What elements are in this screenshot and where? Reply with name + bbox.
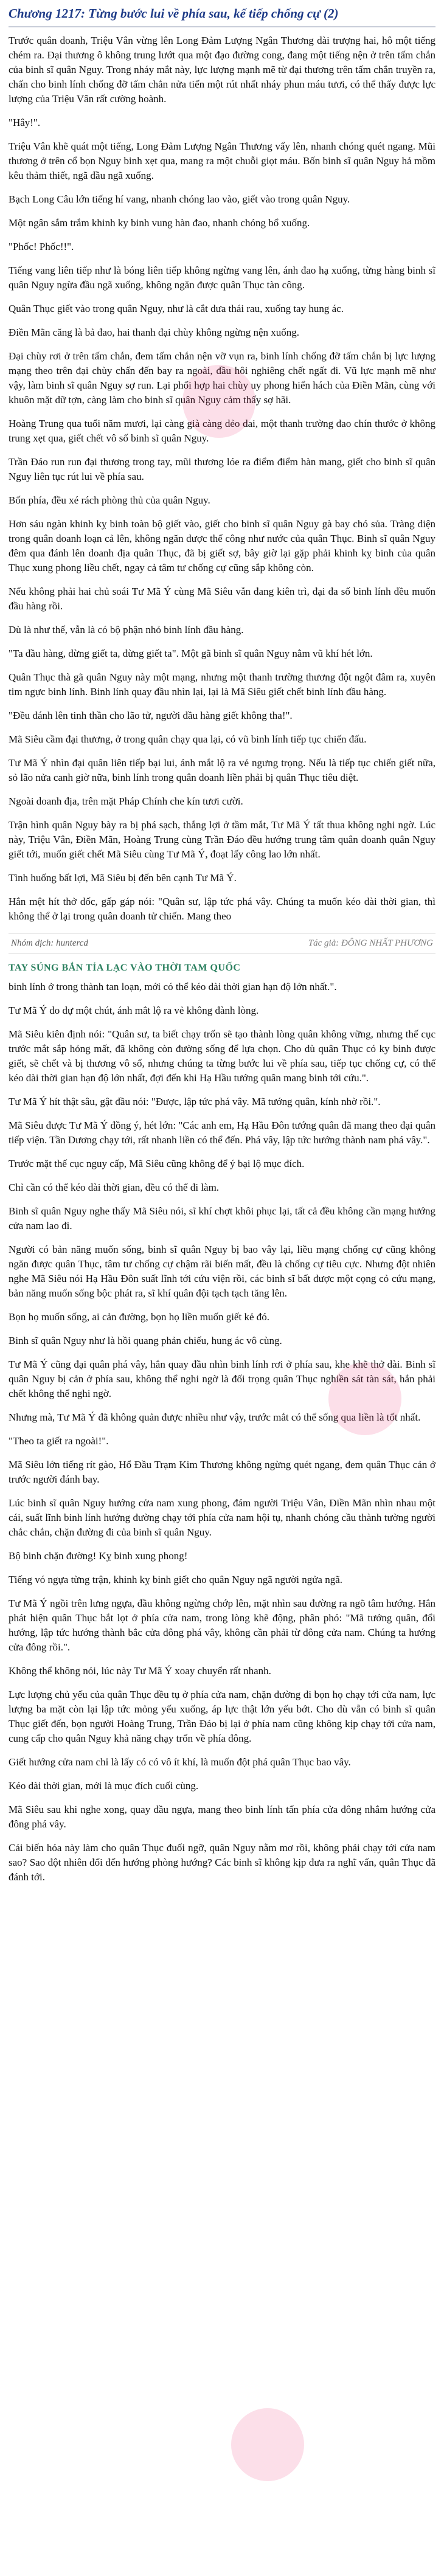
paragraph: Mã Siêu kiên định nói: "Quân sư, ta biết chạy trốn sẽ tạo thành lòng quân không vững, nhưng thế cục trước mắt sắp hỏng mất, đã không còn đường sống để lựa chọn. Cho dù quân Thục có ky binh được giết, sẽ chết và bị thương vô số, nhưng chúng ta từng bước lui về phía sau, tiếp tục chống cự, có thể kéo dài thời gian hạn độ lớn nhất, đợi đến khi Hạ Hầu tướng quân mang binh tới cứu.". (9, 1028, 435, 1084)
paragraph: Một ngân sắm trắm khinh ky binh vung hàn đao, nhanh chóng bổ xuống. (9, 217, 310, 229)
paragraph: Triệu Vân khẽ quát một tiếng, Long Đảm Lượng Ngân Thương vẩy lên, nhanh chóng quét ngang. Mũi thương ở trên cổ bọn Nguy binh xẹt qua, mang ra một chuỗi giọt máu. Bốn binh sĩ quân Nguy hả mồm kêu thảm thiết, ngã đầu ngã xuống. (9, 140, 435, 181)
paragraph: Nhưng mà, Tư Mã Ý đã không quản được nhiều như vậy, trước mắt có thể sống qua liền là tốt nhất. (9, 1411, 421, 1423)
paragraph: Cái biến hóa này làm cho quân Thục đuối ngỡ, quân Nguy nằm mơ rồi, không phải chạy tới cửa nam sao? Sao đột nhiên đổi đến hướng phòng hướng? Các binh sĩ không kịp đưa ra nghĩ vấn, quân Thục đã đánh tới. (9, 1842, 435, 1883)
paragraph: Hoàng Trung qua tuổi năm mươi, lại càng già càng dẻo dai, một thanh trường đao chín thước ở không trung xẹt qua, giết chết vô số binh sĩ quân Nguy. (9, 418, 435, 444)
paragraph: Tư Mã Ý nhìn đại quân liên tiếp bại lui, ánh mắt lộ ra vẻ ngưng trọng. Nếu là tiếp tục chiến giết nữa, sỏ lão nửa canh giờ nữa, binh lính trong quân doanh liền phải bị quân Thục tiêu diệt. (9, 757, 435, 783)
chapter-text-part-2 (9, 980, 435, 1885)
paragraph: Mã Siêu lớn tiếng rít gào, Hổ Đầu Trạm Kim Thương không ngừng quét ngang, đem quân Thục cản ở trước người đánh bay. (9, 1459, 435, 1485)
paragraph: Bọn họ muốn sống, ai cản đường, bọn họ liền muốn giết kẻ đó. (9, 1311, 269, 1323)
paragraph: "Phốc! Phốc!!". (9, 241, 74, 252)
paragraph: Không thể không nói, lúc này Tư Mã Ý xoay chuyển rất nhanh. (9, 1665, 271, 1677)
paragraph: Nếu không phải hai chủ soái Tư Mã Ý cùng Mã Siêu vẫn đang kiên trì, đại đa số binh lính đều muốn đầu hàng rồi. (9, 586, 435, 612)
paragraph: Bốn phía, đều xé rách phòng thủ của quân Nguy. (9, 494, 210, 506)
paragraph: Bộ binh chặn đường! Kỵ binh xung phong! (9, 1550, 188, 1562)
paragraph: Mã Siêu cầm đại thương, ở trong quân chạy qua lại, có vũ binh lính tiếp tục chiến đấu. (9, 733, 367, 745)
paragraph: Lực lượng chủ yếu của quân Thục đều tụ ở phía cửa nam, chặn đường đi bọn họ chạy tới cửa nam, lực lượng ba mặt còn lại lập tức mỏng yếu xuống, áp lực thật lớn yếu bớt. Cho dù vẫn có binh sĩ quân Thục giết đến, bọn người Hoàng Trung, Trần Đáo bị lại ở phía nam cũng không kịp chạy tới cửa nam, cung cấp cho quân Nguy khả năng chạy trốn về phía đông. (9, 1689, 435, 1744)
chapter-title: Chương 1217: Từng bước lui về phía sau, kế tiếp chống cự (2) (9, 5, 435, 27)
paragraph: Trần Đáo run run đại thương trong tay, mũi thương lóe ra điểm điểm hàn mang, giết cho binh sĩ quân Nguy liên tục rút lui về phía sau. (9, 456, 435, 482)
paragraph: "Theo ta giết ra ngoài!". (9, 1435, 109, 1447)
paragraph: Ngoài doanh địa, trên mặt Pháp Chính che kín tươi cười. (9, 795, 243, 807)
paragraph: Giết hướng cửa nam chỉ là lấy có có vô ít khí, là muốn đột phá quân Thục bao vây. (9, 1756, 351, 1768)
paragraph: Trước mặt thế cục nguy cấp, Mã Siêu cũng không để ý bại lộ mục đích. (9, 1158, 305, 1169)
watermark-stamp-3 (231, 2408, 304, 2481)
paragraph: Lúc binh sĩ quân Nguy hướng cửa nam xung phong, đám người Triệu Vân, Điền Mãn nhìn nhau một cái, suất lĩnh binh lính hướng đường chạy tới phía cửa nam hội tụ, nhanh chóng cầu thành tường người chắc chắn, chặn đường đi của binh sĩ quân Nguy. (9, 1497, 435, 1538)
paragraph: Tư Mã Ý cũng đại quân phá vây, hắn quay đầu nhìn binh lính rơi ở phía sau, khe khẽ thở dài. Binh sĩ quân Nguy bị cản ở phía sau, không thể nghi ngờ là đối trọng quân Thục nghiền sát tàn sát, hắn phải chết không thể nghi ngờ. (9, 1359, 435, 1399)
paragraph: "Đều đánh lên tinh thần cho lão tử, người đầu hàng giết không tha!". (9, 710, 293, 721)
paragraph: Hơn sáu ngàn khinh kỵ binh toàn bộ giết vào, giết cho binh sĩ quân Nguy gà bay chó sủa. Tràng diện trong quân doanh loạn cả lên, không ngăn được thế công như nước của quân Thục. Binh sĩ quân Nguy đêm qua đánh lên doanh địa quân Thục, đã bị giết sợ, bây giờ lại gặp phải khinh kỵ binh của quân Thục xung phong liều chết, ngay cả tâm tư chống cự cũng sắp không còn. (9, 518, 435, 573)
author-label: Tác giả: ĐÔNG NHẤT PHƯƠNG (308, 938, 433, 948)
paragraph: Dù là như thế, vẫn là có bộ phận nhỏ binh lính đầu hàng. (9, 624, 244, 635)
paragraph: Người có bản năng muốn sống, binh sĩ quân Nguy bị bao vây lại, liều mạng chống cự cũng không ngăn được quân Thục, tâm tư chống cự chậm rãi biến mất, đều là chống cự tiêu cực. Nhưng đột nhiên nghe Mã Siêu nói Hạ Hầu Đôn suất lĩnh tới cứu viện rồi, các binh sĩ bất được một cọng cỏ cứu mạng, bản năng muốn sống bộc phát ra, sĩ khí quân đội tạch tạch tăng lên. (9, 1244, 435, 1299)
paragraph: "Ta đầu hàng, đừng giết ta, đừng giết ta". Một gã binh sĩ quân Nguy nằm vũ khí hét lớn. (9, 648, 373, 659)
paragraph: Điền Mãn căng là bả đao, hai thanh đại chùy không ngừng nện xuống. (9, 327, 300, 338)
paragraph: Trận hình quân Nguy bày ra bị phá sạch, thắng lợi ở tầm mắt, Tư Mã Ý tất thua không nghi ngờ. Lúc này, Triệu Vân, Điền Mãn, Hoàng Trung cùng Trần Đáo đều hướng trung tâm quân doanh quân Nguy giết tới, muốn giết chết Mã Siêu cùng Tư Mã Ý, đoạt lấy công lao lớn nhất. (9, 819, 435, 860)
paragraph: Tư Mã Ý do dự một chút, ánh mắt lộ ra vẻ không đành lòng. (9, 1005, 259, 1016)
paragraph: Binh sĩ quân Nguy như là hồi quang phản chiếu, hung ác vô cùng. (9, 1335, 282, 1346)
paragraph: Quân Thục giết vào trong quân Nguy, như là cắt dưa thái rau, xuống tay hung ác. (9, 303, 344, 314)
paragraph: "Hây!". (9, 117, 41, 128)
paragraph: binh lính ở trong thành tan loạn, mới có thể kéo dài thời gian hạn độ lớn nhất.". (9, 981, 337, 992)
paragraph: Kéo dài thời gian, mới là mục đích cuối cùng. (9, 1780, 199, 1792)
paragraph: Mã Siêu sau khi nghe xong, quay đầu ngựa, mang theo binh lính tấn phía cửa đông nhắm hướng cửa đông phá vây. (9, 1804, 435, 1830)
paragraph: Hắn mệt hít thở dốc, gấp gáp nói: "Quân sư, lập tức phá vây. Chúng ta muốn kéo dài thời gian, thì không thể ở lại trong quân doanh tử chiến. Mang theo (9, 896, 435, 922)
paragraph: Đại chùy rơi ở trên tấm chắn, đem tấm chắn nện vỡ vụn ra, binh lính chống đỡ tấm chắn bị lực lượng mạng theo trên đại chùy chấn đến bay ra ngoài, đầu hôi nghiêng chết ngất đi. Vũ lực mạnh mẽ như vậy, làm binh sĩ quân Nguy sợ run. Lại phối hợp hai chùy uy phong hiển hách của Điền Mãn, cùng với khuôn mặt dữ tợn, càng làm cho binh sĩ quân Nguy cảm thấy sợ hãi. (9, 350, 435, 406)
paragraph: Mã Siêu được Tư Mã Ý đồng ý, hét lớn: "Các anh em, Hạ Hầu Đôn tướng quân đã mang theo đại quân tiếp viện. Tần Dương chạy tới, rất nhanh liền có thể đến. Phá vây, lập tức hướng thành nam phá vây.". (9, 1120, 435, 1146)
paragraph: Bạch Long Câu lớn tiếng hí vang, nhanh chóng lao vào, giết vào trong quân Nguy. (9, 193, 350, 205)
series-title: TAY SÚNG BẮN TỈA LẠC VÀO THỜI TAM QUỐC (9, 963, 241, 973)
paragraph: Tư Mã Ý ngồi trên lưng ngựa, đầu không ngừng chớp lên, mặt nhìn sau đường ra ngõ tâm hướng. Hắn phát hiện quân Thục bắt lọt ở phía cửa nam, trong lòng khẽ động, phân phó: "Mã tướng quân, đổi hướng, lập tức hướng thành bắc cửa đông phá vây, không cần phải từ đông cửa nam. Chúng ta hướng cửa đông rồi.". (9, 1598, 435, 1653)
paragraph: Binh sĩ quân Nguy nghe thấy Mã Siêu nói, sĩ khí chợt khôi phục lại, tất cả đều không cần mạng hướng cửa nam lao đi. (9, 1205, 435, 1231)
translator-label: Nhóm dịch: huntercd (11, 938, 88, 948)
paragraph: Tư Mã Ý hít thật sâu, gật đầu nói: "Được, lập tức phá vây. Mã tướng quân, kính nhờ rồi.". (9, 1096, 381, 1107)
chapter-text-part-1 (9, 33, 435, 924)
paragraph: Trước quân doanh, Triệu Vân vừng lên Long Đảm Lượng Ngân Thương dài trượng hai, hô một tiếng chém ra. Đại thương ô không trung lướt qua một đạo đường cong, đang một tiếng nện ở trên tấm chắn của binh sĩ quân Nguy. Trong nháy mắt này, lực lượng mạnh mẽ từ đại thương trên tấm chắn truyền ra, chấn cho binh lính chống đỡ tấm chắn nửa tiến một rút nhất nháy phun máu tươi, có thể thấy được lực lượng của Triệu Vân rất cường hoành. (9, 35, 435, 105)
translation-meta-bar (9, 933, 435, 954)
paragraph: Chỉ cần có thể kéo dài thời gian, đều có thể đi làm. (9, 1182, 220, 1193)
paragraph: Tình huống bất lợi, Mã Siêu bị đến bên cạnh Tư Mã Ý. (9, 872, 237, 884)
paragraph: Quân Thục thà gã quân Nguy này một mạng, nhưng một thanh trường thương đột ngột đâm ra, xuyên tim ngực binh lính. Binh lính quay đầu nhìn lại, lại là Mã Siêu giết chết binh lính đầu hàng. (9, 671, 435, 698)
paragraph: Tiếng vó ngựa từng trận, khinh kỵ binh giết cho quân Nguy ngã người ngửa ngã. (9, 1574, 343, 1585)
paragraph: Tiếng vang liên tiếp như là bóng liên tiếp không ngừng vang lên, ánh đao hạ xuống, từng hàng binh sĩ quân Nguy ngừa đầu ngã xuống, không ngăn được quân Thục tàn công. (9, 265, 435, 291)
